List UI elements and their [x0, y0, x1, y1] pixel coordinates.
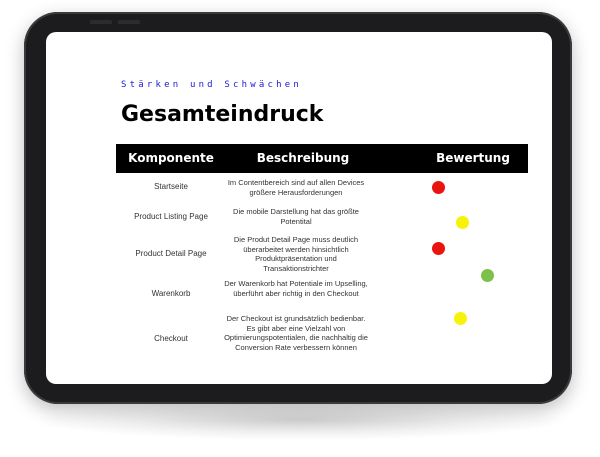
row-warenkorb-component: Warenkorb: [151, 289, 191, 298]
tablet-shadow: [40, 400, 560, 440]
row-startseite-component: Startseite: [154, 182, 188, 191]
rating-dot-checkout: [454, 312, 467, 325]
row-plp-component: Product Listing Page: [134, 212, 208, 221]
page-title: Gesamteindruck: [121, 102, 324, 127]
row-startseite-description: Im Contentbereich sind auf allen Devices größere Herausforderungen: [227, 178, 365, 197]
row-pdp-description: Die Produt Detail Page muss deutlich überarbeitet werden hinsichtlich Produktpräsentation und Transaktionstrichter: [233, 235, 359, 273]
rating-dot-startseite: [432, 181, 445, 194]
header-description: Beschreibung: [256, 151, 350, 165]
row-plp-description: Die mobile Darstellung hat das größte Potentital: [233, 207, 359, 226]
row-checkout-description: Der Checkout ist grundsätzlich bedienbar. Es gibt aber eine Vielzahl von Optimierungspotentialen, die nachhaltig die Conversion Rate verbessern können: [224, 314, 368, 352]
rating-dot-pdp: [432, 242, 445, 255]
tablet-screen: [46, 32, 552, 384]
row-checkout-component: Checkout: [154, 334, 188, 343]
table-header: [116, 144, 528, 173]
rating-dot-plp: [456, 216, 469, 229]
header-rating: Bewertung: [436, 151, 510, 165]
rating-dot-warenkorb: [481, 269, 494, 282]
header-component: Komponente: [128, 151, 214, 165]
volume-button: [90, 20, 112, 24]
row-pdp-component: Product Detail Page: [135, 249, 207, 258]
row-warenkorb-description: Der Warenkorb hat Potentiale im Upselling, überführt aber richtig in den Checkout: [224, 279, 368, 298]
power-button: [118, 20, 140, 24]
section-eyebrow: Stärken und Schwächen: [121, 80, 302, 90]
